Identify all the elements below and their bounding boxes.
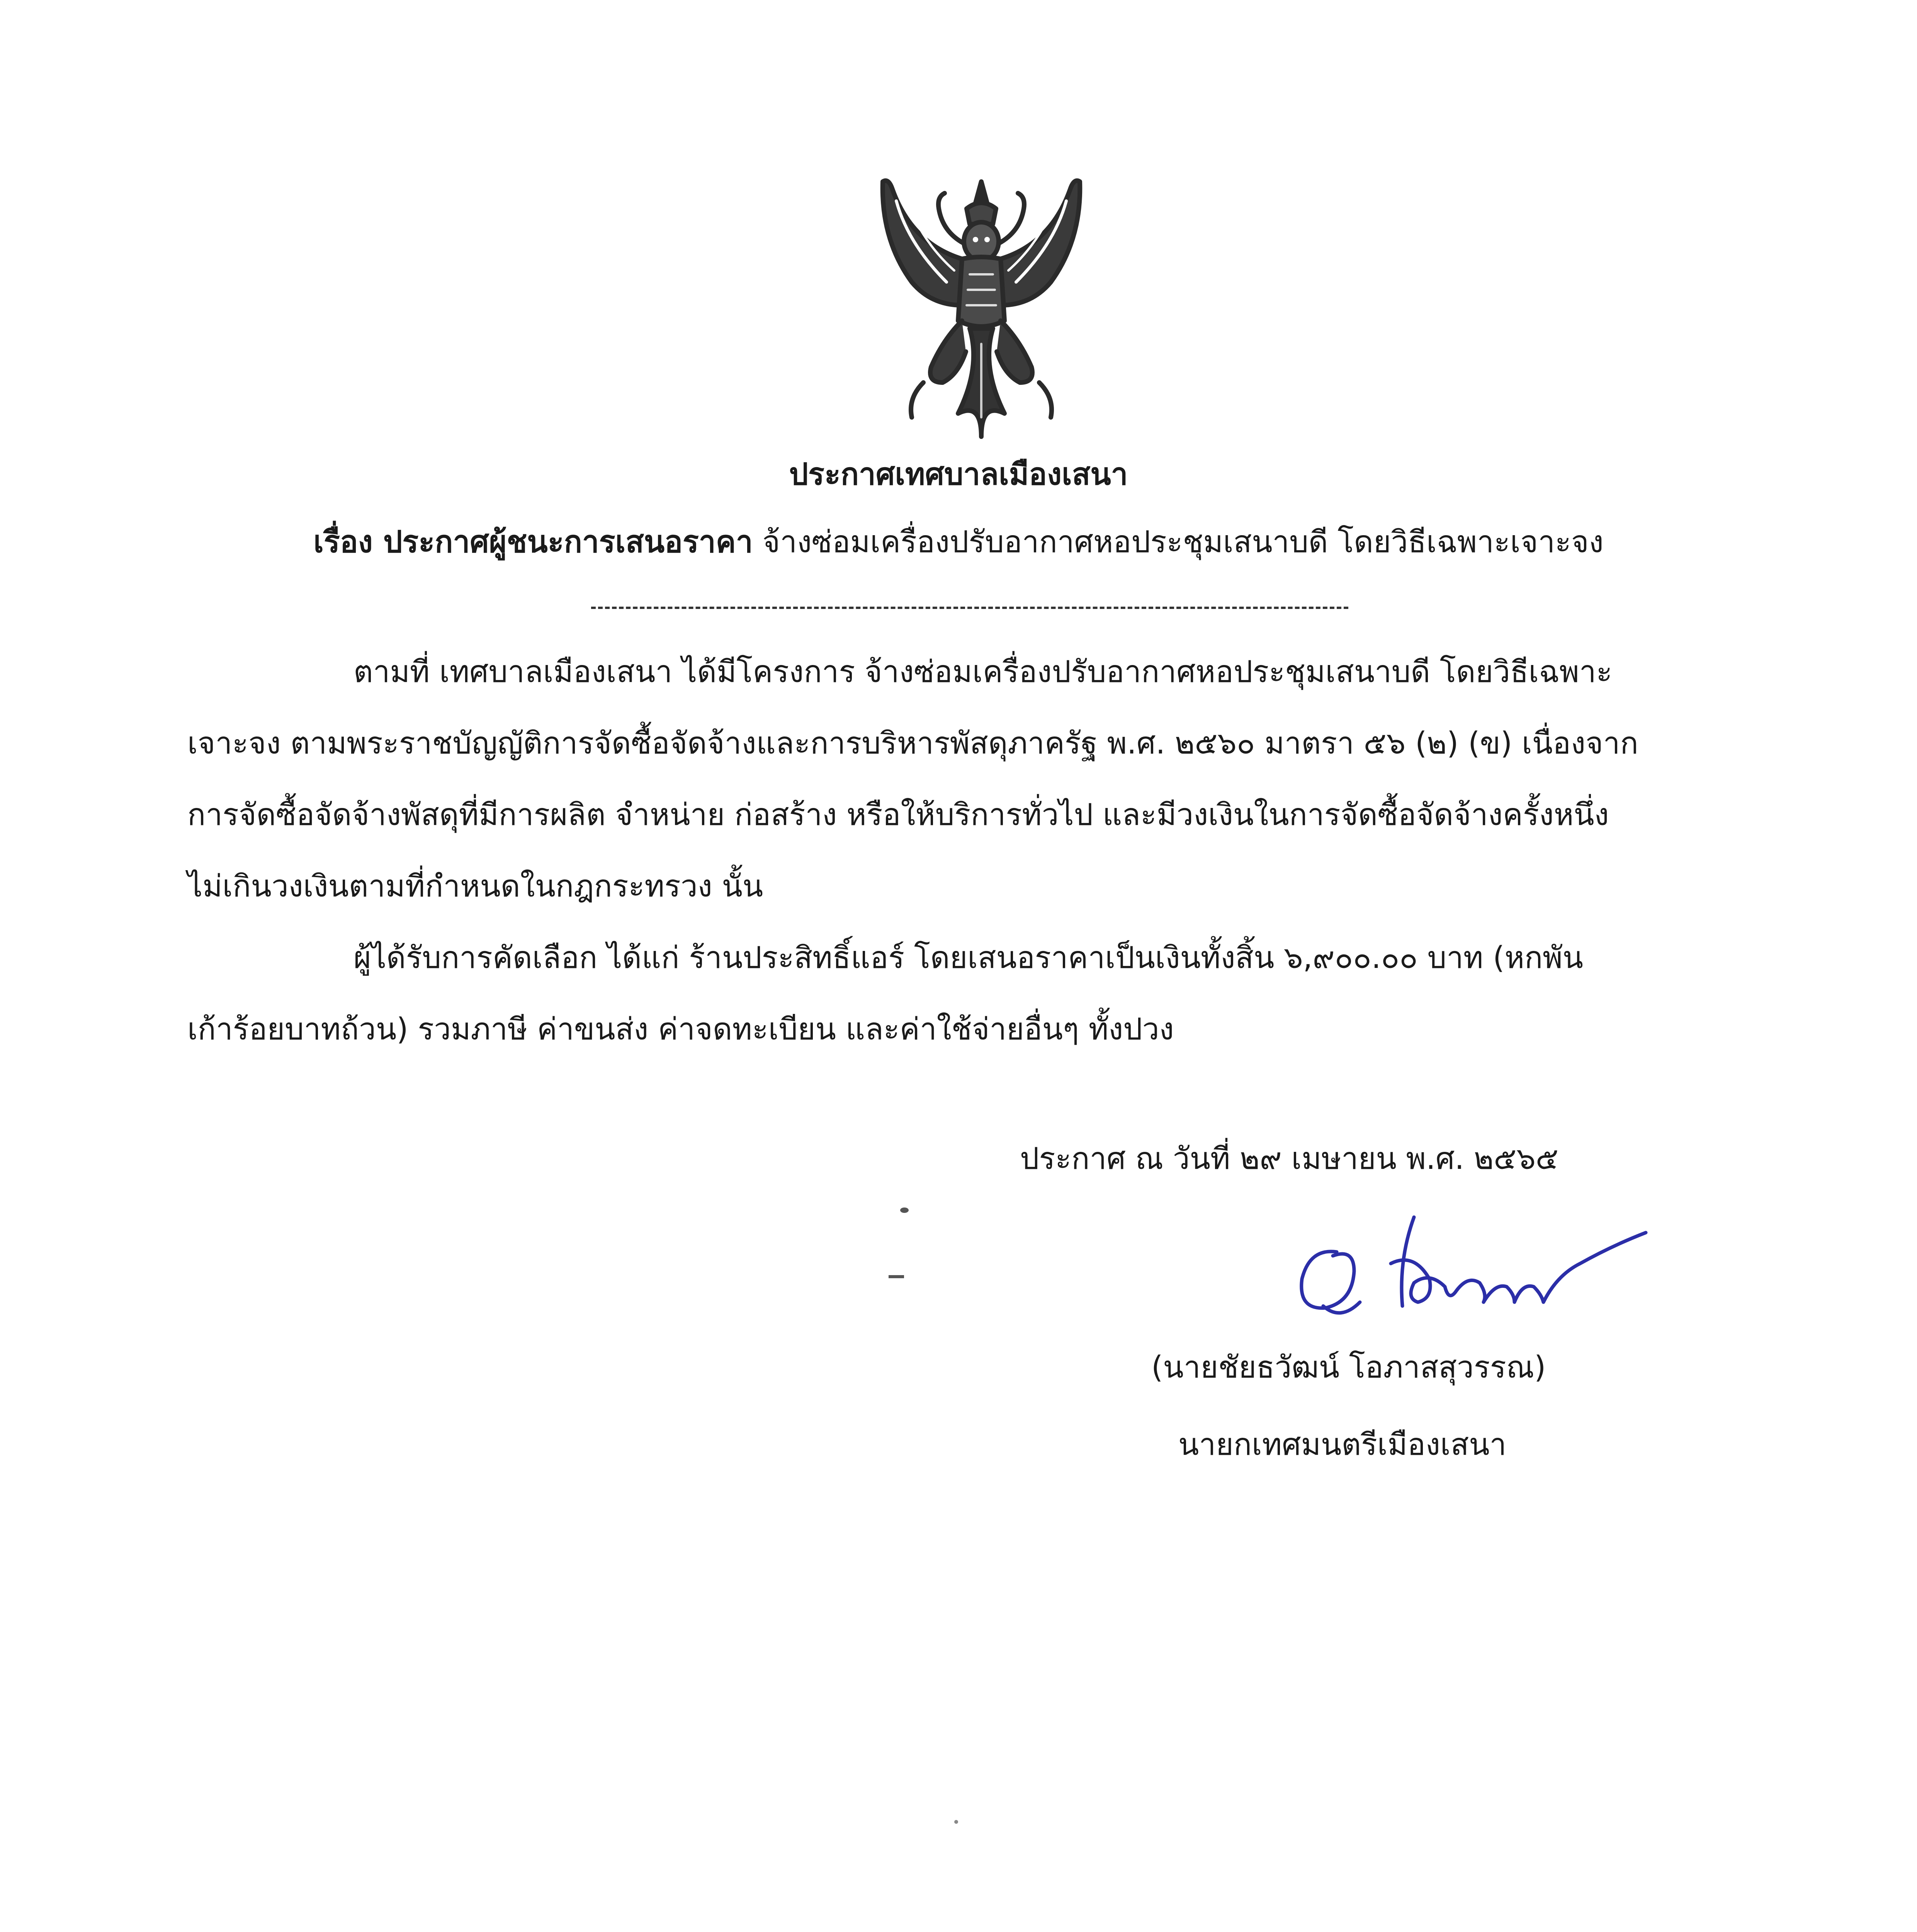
subject-text: จ้างซ่อมเครื่องปรับอากาศหอประชุมเสนาบดี โดยวิธีเฉพาะเจาะจง <box>753 525 1604 560</box>
scan-speck <box>889 1275 904 1278</box>
body-line-3: การจัดซื้อจัดจ้างพัสดุที่มีการผลิต จำหน่าย ก่อสร้าง หรือให้บริการทั่วไป และมีวงเงินในการจัดซื้อจัดจ้างครั้งหนึ่ง <box>187 798 1609 832</box>
scan-speck <box>900 1208 909 1213</box>
scan-speck <box>954 1820 958 1824</box>
dashed-divider <box>591 607 1348 609</box>
announcement-title: ประกาศเทศบาลเมืองเสนา <box>789 457 1128 492</box>
body-line-6: เก้าร้อยบาทถ้วน) รวมภาษี ค่าขนส่ง ค่าจดทะเบียน และค่าใช้จ่ายอื่นๆ ทั้งปวง <box>187 1012 1174 1047</box>
body-line-5: ผู้ได้รับการคัดเลือก ได้แก่ ร้านประสิทธิ์แอร์ โดยเสนอราคาเป็นเงินทั้งสิ้น ๖,๙๐๐.๐๐ บาท (หกพัน <box>353 940 1583 975</box>
subject-label: เรื่อง ประกาศผู้ชนะการเสนอราคา <box>313 525 753 560</box>
body-line-2: เจาะจง ตามพระราชบัญญัติการจัดซื้อจัดจ้างและการบริหารพัสดุภาครัฐ พ.ศ. ๒๕๖๐ มาตรา ๕๖ (๒) (ข) เนื่องจาก <box>187 726 1638 761</box>
garuda-emblem-icon <box>865 166 1097 444</box>
signer-title: นายกเทศมนตรีเมืองเสนา <box>1178 1427 1507 1462</box>
subject-line <box>0 518 1917 566</box>
announcement-date: ประกาศ ณ วันที่ ๒๙ เมษายน พ.ศ. ๒๕๖๕ <box>1020 1141 1558 1176</box>
signer-name: (นายชัยธวัฒน์ โอภาสสุวรรณ) <box>1151 1350 1546 1385</box>
body-line-1: ตามที่ เทศบาลเมืองเสนา ได้มีโครงการ จ้างซ่อมเครื่องปรับอากาศหอประชุมเสนาบดี โดยวิธีเฉพาะ <box>353 655 1613 689</box>
handwritten-signature <box>1286 1206 1650 1337</box>
body-line-4: ไม่เกินวงเงินตามที่กำหนดในกฎกระทรวง นั้น <box>187 869 763 904</box>
